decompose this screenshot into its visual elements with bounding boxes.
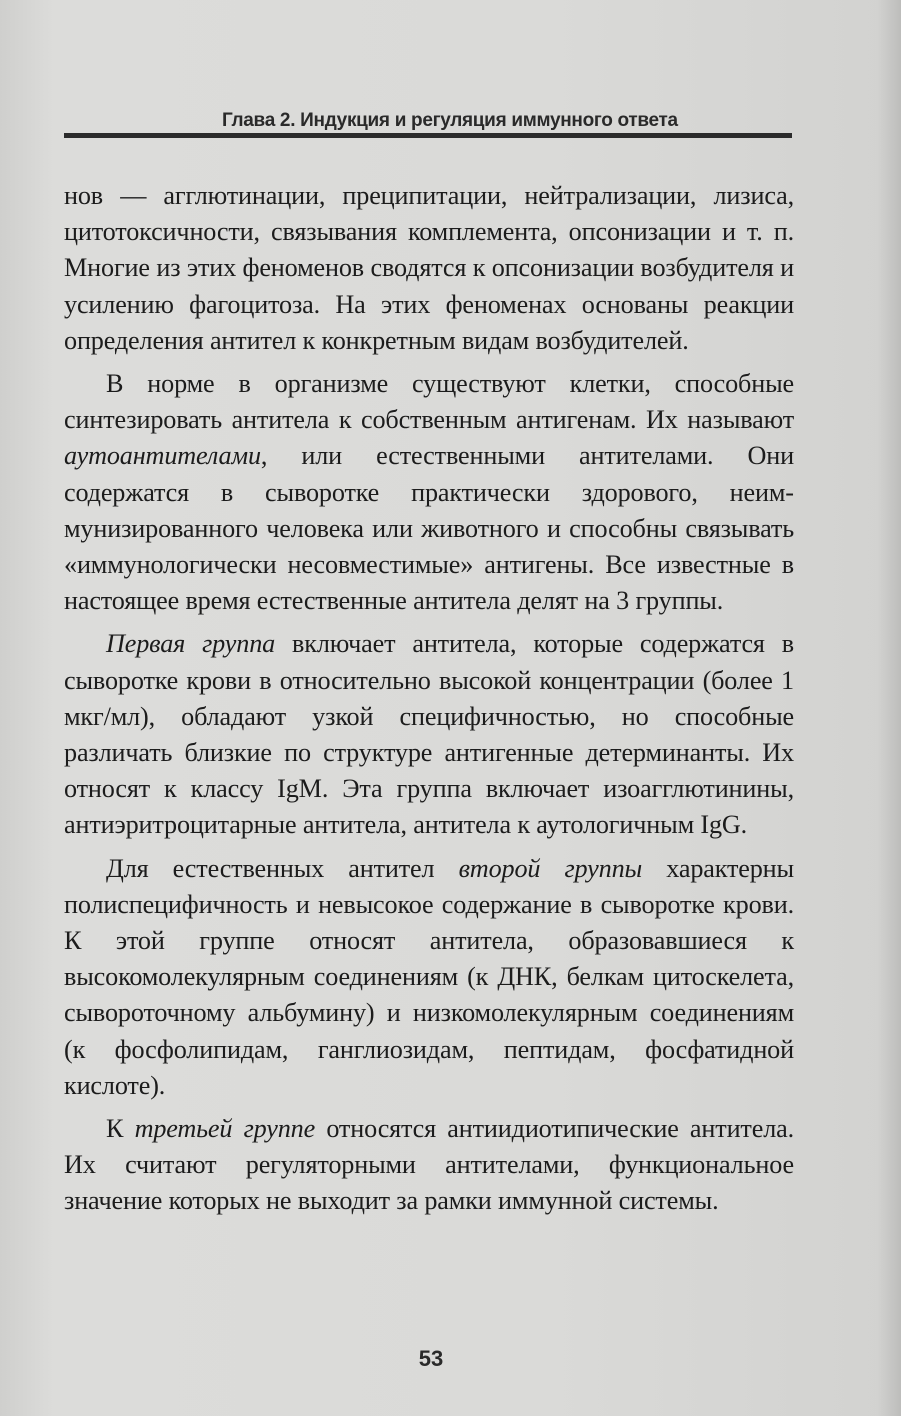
term-autoantibodies: аутоантителами <box>64 441 261 471</box>
paragraph-1 <box>64 178 794 359</box>
paragraph-4-text: характерны полиспецифичность и невысокое содержание в сыворотке крови. К этой группе относят антитела, образовавшиеся к высокомолекулярным соединениям (к ДНК, белкам цитоскелета, сывороточному альбумину) и низкомолекулярным соединениям (к фосфолипидам, ганглиозидам, пептидам, фосфатидной кислоте). <box>64 853 794 1100</box>
term-third-group: третьей группе <box>134 1114 316 1144</box>
paragraph-4 <box>64 851 794 1104</box>
paragraph-4-text: Для естественных антител <box>106 853 459 883</box>
page-number: 53 <box>418 1346 444 1371</box>
paragraph-3-text: включает антитела, которые содержатся в сыворотке крови в относительно высокой концентрации (более 1 мкг/мл), обладают узкой специфичностью, но способные различать близкие по структуре антигенные детерминанты. Их относят к классу IgM. Эта группа включает изоагглютинины, антиэритроцитарные антитела, антитела к аутологичным IgG. <box>64 629 794 840</box>
paragraph-5 <box>64 1111 794 1220</box>
running-head-rule <box>64 133 792 138</box>
running-head: Глава 2. Индукция и регуляция иммунного ответа <box>222 110 678 131</box>
page-edge-shadow <box>877 0 901 1416</box>
paragraph-5-text: относятся антиидиотипические антитела. Их считают регуляторными антителами, функциональное значение которых не выходит за рамки иммунной системы. <box>64 1114 794 1216</box>
term-first-group: Первая группа <box>106 629 276 659</box>
body-text <box>64 178 794 1227</box>
paragraph-2-text: В норме в организме существуют клетки, способные синтезировать антитела к собственным антигенам. Их называют <box>64 369 794 435</box>
term-second-group: второй группы <box>458 853 643 883</box>
paragraph-2-text: , или естественными антителами. Они содержатся в сыворотке практически здорового, неиммунизированного человека или животного и способны связывать «иммунологически несовместимые» антигены. Все известные в настоящее время естественные антитела делят на 3 группы. <box>64 441 794 616</box>
paragraph-3 <box>64 626 794 843</box>
paragraph-1-text: нов — агглютинации, преципитации, нейтрализации, лизиса, цитотоксичности, связывания комплемента, опсонизации и т. п. Многие из этих феноменов сводятся к опсонизации возбудителя и усилению фагоцитоза. На этих феноменах основаны реакции определения антител к конкретным видам возбудителей. <box>64 181 794 355</box>
paragraph-2 <box>64 366 794 619</box>
paragraph-5-text: К <box>106 1114 135 1144</box>
